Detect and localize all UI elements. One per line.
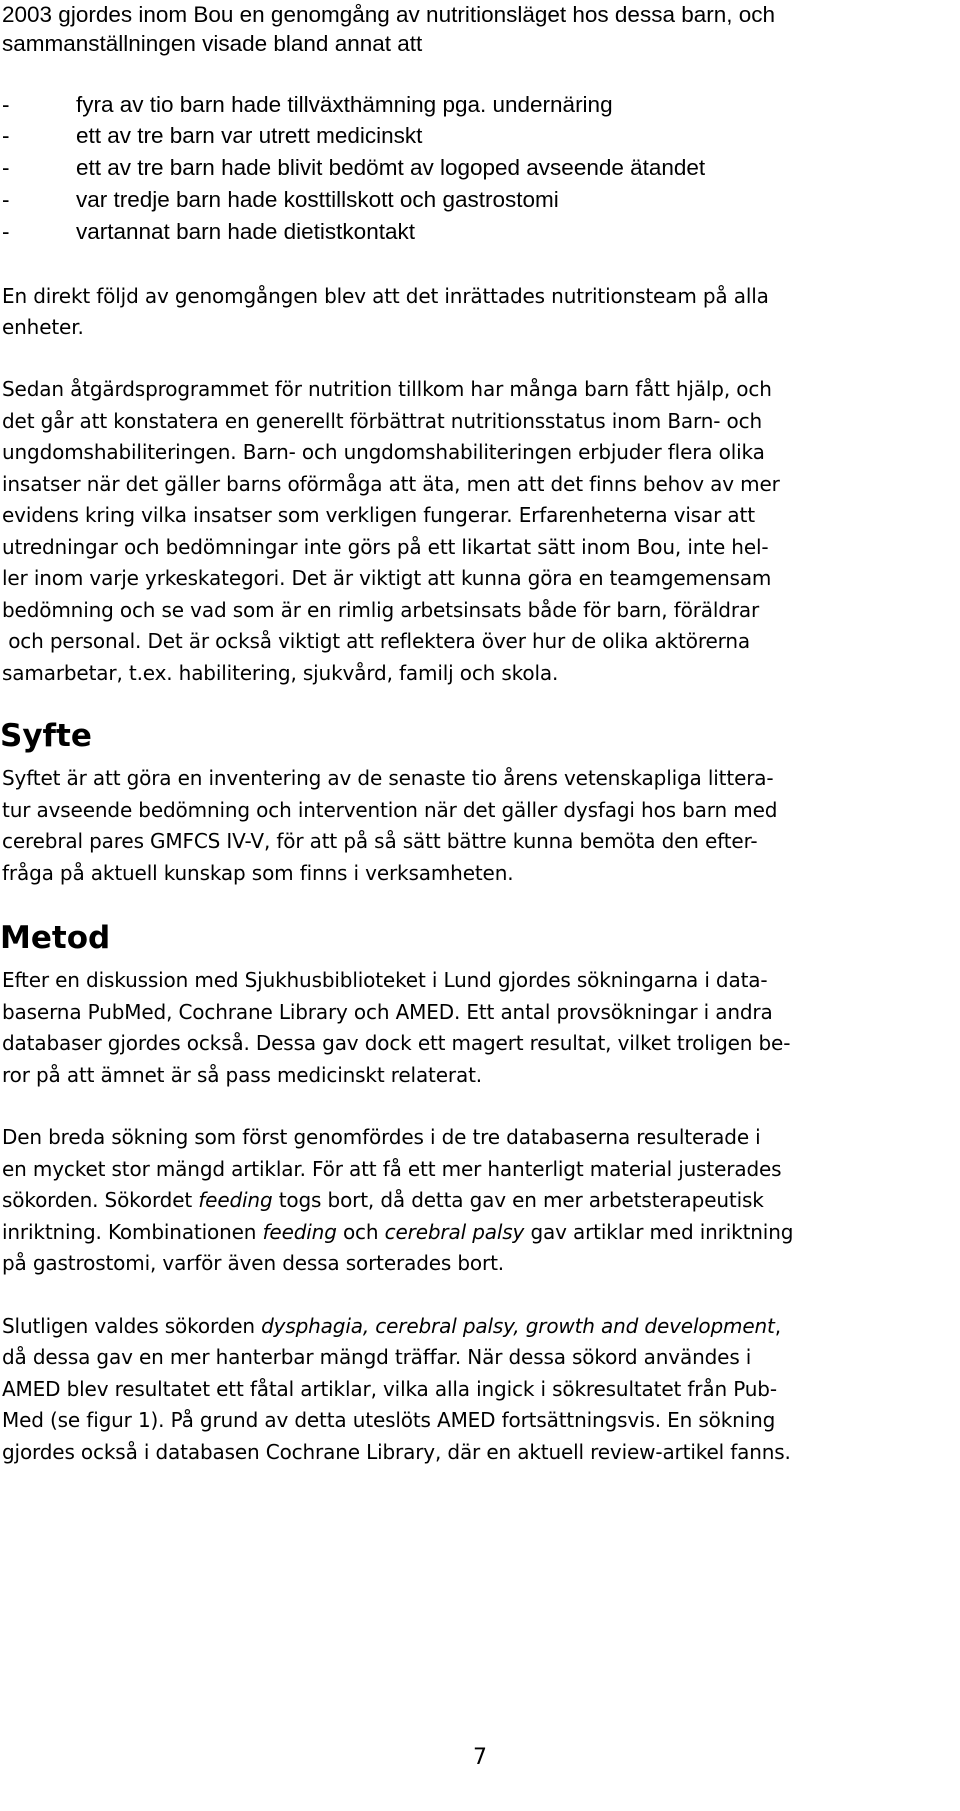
paragraph-line: en mycket stor mängd artiklar. För att få ett mer hanterligt material justerades: [2, 1157, 782, 1181]
list-item-text: ett av tre barn hade blivit bedömt av logoped avseende ätandet: [76, 155, 706, 180]
paragraph-line: Efter en diskussion med Sjukhusbiblioteket i Lund gjordes sökningarna i data-: [2, 968, 768, 992]
text-run: inriktning. Kombinationen: [2, 1220, 263, 1244]
list-dash: -: [2, 219, 10, 244]
paragraph-line: Syftet är att göra en inventering av de senaste tio årens vetenskapliga littera-: [2, 766, 774, 790]
paragraph-line: evidens kring vilka insatser som verkligen fungerar. Erfarenheterna visar att: [2, 503, 755, 527]
paragraph-line: Sedan åtgärdsprogrammet för nutrition tillkom har många barn fått hjälp, och: [2, 377, 772, 401]
page-number: 7: [473, 1745, 487, 1770]
text-run: sökorden. Sökordet: [2, 1188, 199, 1212]
paragraph-line: Den breda sökning som först genomfördes i de tre databaserna resulterade i: [2, 1125, 761, 1149]
list-item-text: var tredje barn hade kosttillskott och gastrostomi: [76, 187, 559, 212]
list-dash: -: [2, 187, 10, 212]
intro-line: 2003 gjordes inom Bou en genomgång av nutritionsläget hos dessa barn, och: [2, 2, 776, 27]
list-item-text: ett av tre barn var utrett medicinskt: [76, 123, 423, 148]
paragraph-line: AMED blev resultatet ett fåtal artiklar, vilka alla ingick i sökresultatet från Pub-: [2, 1377, 777, 1401]
paragraph-line: och personal. Det är också viktigt att reflektera över hur de olika aktörerna: [2, 629, 750, 653]
paragraph-line: cerebral pares GMFCS IV-V, för att på så sätt bättre kunna bemöta den efter-: [2, 829, 758, 853]
paragraph-line: då dessa gav en mer hanterbar mängd träffar. När dessa sökord användes i: [2, 1345, 752, 1369]
paragraph-line: samarbetar, t.ex. habilitering, sjukvård, familj och skola.: [2, 661, 559, 685]
paragraph-line: tur avseende bedömning och intervention när det gäller dysfagi hos barn med: [2, 798, 778, 822]
paragraph-line: insatser när det gäller barns oförmåga att äta, men att det finns behov av mer: [2, 472, 780, 496]
paragraph-line: databaser gjordes också. Dessa gav dock ett magert resultat, vilket troligen be-: [2, 1031, 791, 1055]
paragraph-line: på gastrostomi, varför även dessa sorterades bort.: [2, 1251, 504, 1275]
text-run: Slutligen valdes sökorden: [2, 1314, 262, 1338]
list-item-text: fyra av tio barn hade tillväxthämning pga. undernäring: [76, 92, 613, 117]
text-run: togs bort, då detta gav en mer arbetsterapeutisk: [272, 1188, 764, 1212]
list-item: [0, 119, 960, 153]
italic-term: feeding: [262, 1220, 337, 1244]
paragraph-line: ror på att ämnet är så pass medicinskt relaterat.: [2, 1063, 482, 1087]
section-heading-metod: Metod: [0, 920, 111, 956]
paragraph-line: enheter.: [2, 315, 84, 339]
paragraph-line: bedömning och se vad som är en rimlig arbetsinsats både för barn, föräldrar: [2, 598, 760, 622]
list-item: [0, 215, 960, 249]
paragraph-line: [2, 1183, 764, 1217]
intro-line: sammanställningen visade bland annat att: [2, 31, 423, 56]
paragraph-line: gjordes också i databasen Cochrane Library, där en aktuell review-artikel fanns.: [2, 1440, 791, 1464]
paragraph-line: baserna PubMed, Cochrane Library och AMED. Ett antal provsökningar i andra: [2, 1000, 773, 1024]
paragraph-line: Med (se figur 1). På grund av detta uteslöts AMED fortsättningsvis. En sökning: [2, 1408, 776, 1432]
paragraph-line: det går att konstatera en generellt förbättrat nutritionsstatus inom Barn- och: [2, 409, 762, 433]
list-item: [0, 88, 960, 122]
text-run: ,: [774, 1314, 781, 1338]
paragraph-line: ungdomshabiliteringen. Barn- och ungdomshabiliteringen erbjuder flera olika: [2, 440, 765, 464]
list-item: [0, 183, 960, 217]
list-item: [0, 151, 960, 185]
italic-term: feeding: [198, 1188, 273, 1212]
paragraph-line: En direkt följd av genomgången blev att det inrättades nutritionsteam på alla: [2, 284, 769, 308]
paragraph-line: ler inom varje yrkeskategori. Det är viktigt att kunna göra en teamgemensam: [2, 566, 772, 590]
list-dash: -: [2, 92, 10, 117]
italic-term: cerebral palsy: [384, 1220, 525, 1244]
italic-term: dysphagia, cerebral palsy, growth and development: [261, 1314, 775, 1338]
paragraph-line: [2, 1309, 781, 1343]
section-heading-syfte: Syfte: [0, 718, 92, 754]
list-dash: -: [2, 155, 10, 180]
list-dash: -: [2, 123, 10, 148]
paragraph-line: utredningar och bedömningar inte görs på ett likartat sätt inom Bou, inte hel-: [2, 535, 769, 559]
text-run: gav artiklar med inriktning: [524, 1220, 794, 1244]
paragraph-line: [2, 1215, 793, 1249]
list-item-text: vartannat barn hade dietistkontakt: [76, 219, 415, 244]
paragraph-line: fråga på aktuell kunskap som finns i verksamheten.: [2, 861, 514, 885]
text-run: och: [336, 1220, 385, 1244]
